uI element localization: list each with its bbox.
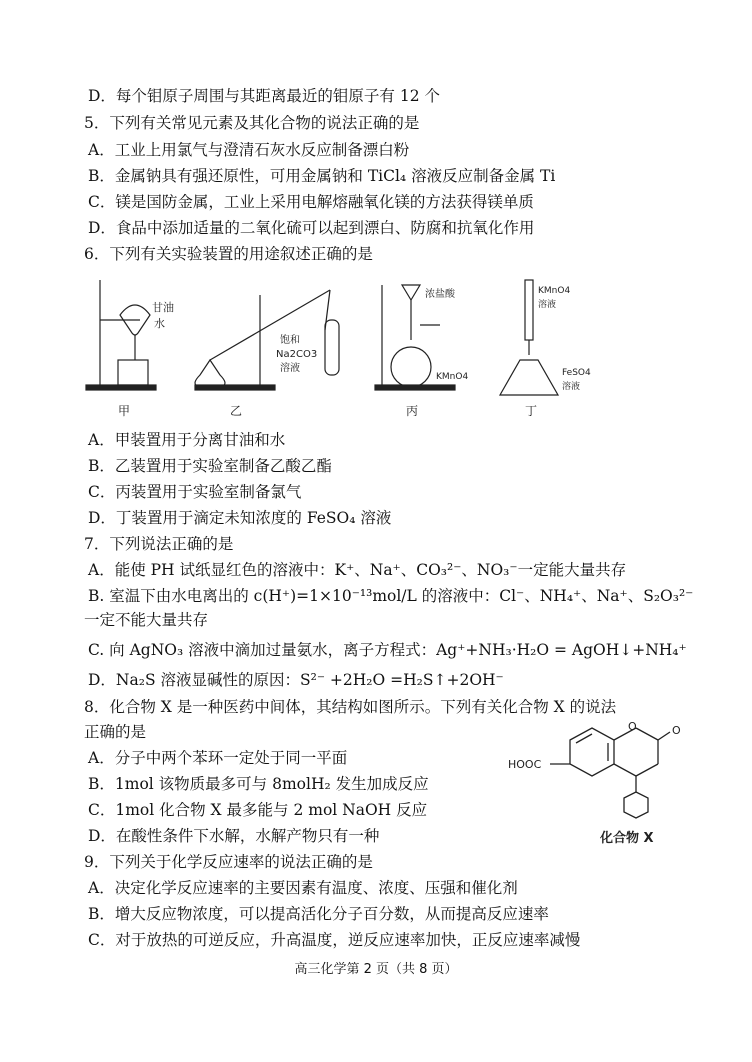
q7-option-b: B. 室温下由水电离出的 c(H⁺)=1×10⁻¹³mol/L 的溶液中：Cl⁻、NH₄⁺、Na⁺、S₂O₃²⁻ xyxy=(88,587,694,605)
q6-option-b: B．乙装置用于实验室制备乙酸乙酯 xyxy=(88,457,332,475)
q7-option-c: C. 向 AgNO₃ 溶液中滴加过量氨水，离子方程式：Ag⁺+NH₃·H₂O = AgOH↓+NH₄⁺ xyxy=(88,641,687,659)
q5-option-a: A．工业上用氯气与澄清石灰水反应制备漂白粉 xyxy=(88,141,410,159)
q5-option-d: D．食品中添加适量的二氧化硫可以起到漂白、防腐和抗氧化作用 xyxy=(88,219,535,237)
q7-stem: 7．下列说法正确的是 xyxy=(84,535,234,553)
label-rongye: 溶液 xyxy=(280,363,300,374)
q5-option-c: C．镁是国防金属，工业上采用电解熔融氧化镁的方法获得镁单质 xyxy=(88,193,534,211)
label-nongyansuan: 浓盐酸 xyxy=(425,289,455,300)
q7-option-b-cont: 一定不能大量共存 xyxy=(84,611,209,629)
label-ding: 丁 xyxy=(525,404,538,418)
q8-option-b: B．1mol 该物质最多可与 8molH₂ 发生加成反应 xyxy=(88,775,429,793)
q8-stem-cont: 正确的是 xyxy=(84,723,147,741)
q7-option-a: A．能使 PH 试纸显红色的溶液中：K⁺、Na⁺、CO₃²⁻、NO₃⁻一定能大量共存 xyxy=(88,561,627,579)
q8-option-a: A．分子中两个苯环一定处于同一平面 xyxy=(88,749,348,767)
q6-stem: 6．下列有关实验装置的用途叙述正确的是 xyxy=(84,245,373,263)
label-shui: 水 xyxy=(154,317,165,330)
label-bing: 丙 xyxy=(406,404,419,418)
q9-option-b: B．增大反应物浓度，可以提高活化分子百分数，从而提高反应速率 xyxy=(88,905,549,923)
label-jia: 甲 xyxy=(118,404,131,418)
label-yi: 乙 xyxy=(230,404,243,418)
label-ganyou: 甘油 xyxy=(152,301,174,314)
q6-option-c: C．丙装置用于实验室制备氯气 xyxy=(88,483,302,501)
compound-x-structure xyxy=(500,720,700,850)
q8-stem: 8．化合物 X 是一种医药中间体，其结构如图所示。下列有关化合物 X 的说法 xyxy=(84,698,617,716)
apparatus-yi xyxy=(195,290,339,418)
q4-option-d: D．每个钼原子周围与其距离最近的钼原子有 12 个 xyxy=(88,87,441,105)
label-na2co3: Na2CO3 xyxy=(276,349,318,360)
q7-option-d: D．Na₂S 溶液显碱性的原因：S²⁻ +2H₂O =H₂S↑+2OH⁻ xyxy=(88,671,504,689)
apparatus-ding xyxy=(500,280,591,418)
label-kmno4-solid: KMnO4 xyxy=(436,372,469,382)
q6-option-a: A．甲装置用于分离甘油和水 xyxy=(88,431,286,449)
label-baohe: 饱和 xyxy=(280,335,300,346)
q8-option-c: C．1mol 化合物 X 最多能与 2 mol NaOH 反应 xyxy=(88,801,428,819)
q5-stem: 5．下列有关常见元素及其化合物的说法正确的是 xyxy=(84,114,420,132)
carbonyl-oxygen: O xyxy=(672,724,681,737)
apparatus-bing xyxy=(375,285,468,418)
label-kmno4-top2: 溶液 xyxy=(538,300,557,310)
page-footer: 高三化学第 2 页（共 8 页） xyxy=(294,962,458,977)
q9-option-a: A．决定化学反应速率的主要因素有温度、浓度、压强和催化剂 xyxy=(88,879,518,897)
hooc-label: HOOC xyxy=(508,758,542,771)
q9-stem: 9．下列关于化学反应速率的说法正确的是 xyxy=(84,853,373,871)
apparatus-jia xyxy=(86,280,174,418)
label-feso4-2: 溶液 xyxy=(562,382,581,392)
q8-option-d: D．在酸性条件下水解，水解产物只有一种 xyxy=(88,827,380,845)
compound-caption: 化合物 X xyxy=(600,831,654,846)
q5-option-b: B．金属钠具有强还原性，可用金属钠和 TiCl₄ 溶液反应制备金属 Ti xyxy=(88,167,556,185)
q6-option-d: D．丁装置用于滴定未知浓度的 FeSO₄ 溶液 xyxy=(88,509,392,527)
q9-option-c: C．对于放热的可逆反应，升高温度，逆反应速率加快，正反应速率减慢 xyxy=(88,931,581,949)
label-feso4: FeSO4 xyxy=(562,368,591,378)
ring-oxygen: O xyxy=(628,720,637,733)
label-kmno4-top: KMnO4 xyxy=(538,286,571,296)
apparatus-figure xyxy=(80,275,680,425)
